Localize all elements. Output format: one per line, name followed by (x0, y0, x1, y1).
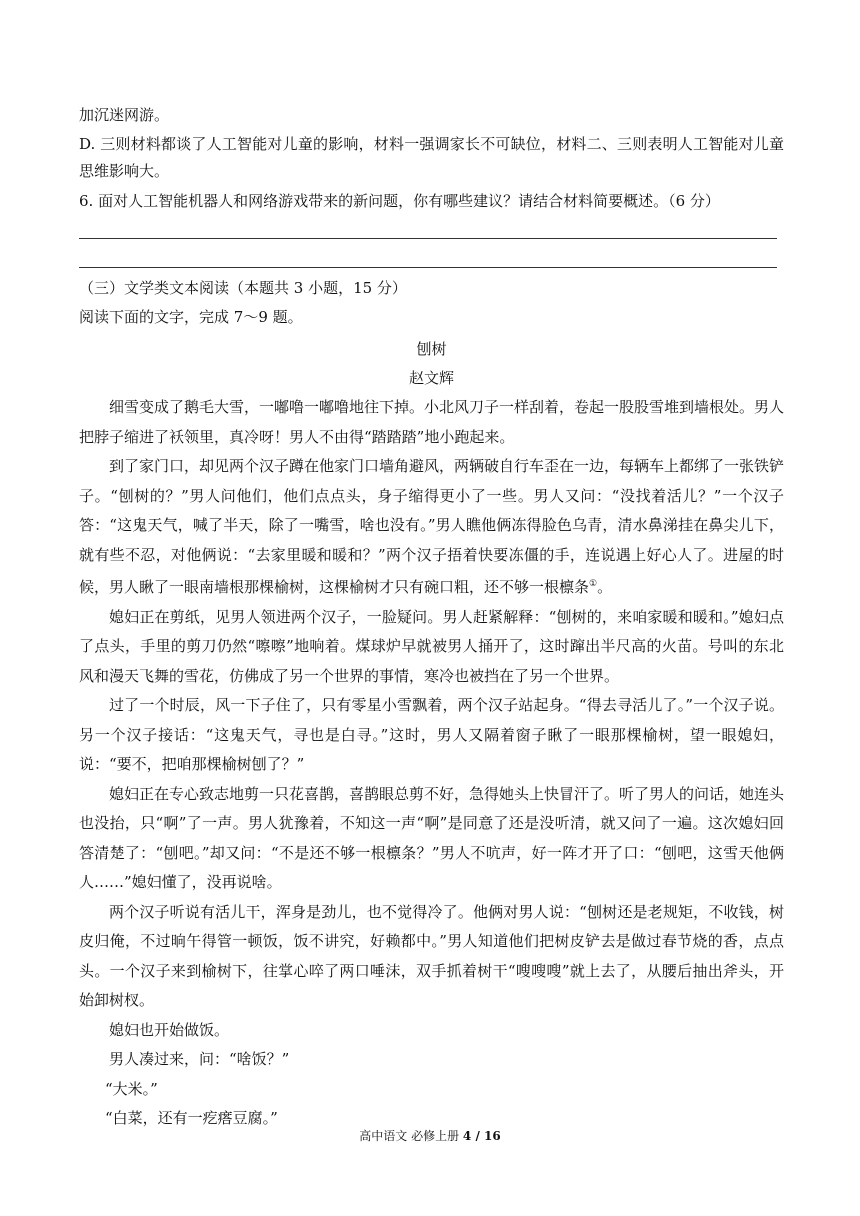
page-content (79, 102, 784, 1134)
page-footer (0, 1127, 860, 1144)
story-paragraph: 媳妇也开始做饭。 (109, 1020, 230, 1039)
dialogue-line: “大米。” (105, 1079, 158, 1098)
story-paragraph: 两个汉子听说有活儿干，浑身是劲儿，也不觉得冷了。他俩对男人说：“刨树还是老规矩，不收钱，树皮归俺，不过晌午得管一顿饭，饭不讲究，好赖都中。”男人知道他们把树皮铲去是做过春节烧的香，点点头。一个汉子来到榆树下，往掌心啐了两口唾沫，双手抓着树干“嗖嗖嗖”就上去了，从腰后抽出斧头，开始卸树杈。 (79, 902, 784, 1009)
question-5-option-d: D. 三则材料都谈了人工智能对儿童的影响，材料一强调家长不可缺位，材料二、三则表明人工智能对儿童思维影响大。 (79, 135, 784, 180)
story-author: 赵文辉 (408, 369, 454, 387)
reading-instruction: 阅读下面的文字，完成 7～9 题。 (79, 308, 303, 326)
page-number: 4 / 16 (462, 1129, 501, 1143)
story-paragraph: 男人凑过来，问：“啥饭？” (109, 1050, 290, 1068)
story-paragraph: 过了一个时辰，风一下子住了，只有零星小雪飘着，两个汉子站起身。“得去寻活儿了。”一个汉子说。另一个汉子接话：“这鬼天气，寻也是白寻。”这时，男人又隔着窗子瞅了一眼那棵榆树，望一眼媳妇，说：“要不，把咱那棵榆树刨了？” (79, 696, 784, 773)
story-title: 刨树 (416, 340, 447, 358)
story-paragraph: 细雪变成了鹅毛大雪，一嘟噜一嘟噜地往下掉。小北风刀子一样刮着，卷起一股股雪堆到墙根处。男人把脖子缩进了袄领里，真冷呀！男人不由得“踏踏踏”地小跑起来。 (79, 398, 785, 446)
story-paragraph: 到了家门口，却见两个汉子蹲在他家门口墙角避风，两辆破自行车歪在一边，每辆车上都绑了一张铁铲子。“刨树的？”男人问他们，他们点点头，身子缩得更小了一些。男人又问：“没找着活儿？”一个汉子答：“这鬼天气，喊了半天，除了一嘴雪，啥也没有。”男人瞧他俩冻得脸色乌青，清水鼻涕挂在鼻尖儿下，就有些不忍，对他俩说：“去家里暖和暖和？”两个汉子捂着快要冻僵的手，连说遇上好心人了。进屋的时候，男人瞅了一眼南墙根那棵榆树，这棵榆树才只有碗口粗，还不够一根檩条①。 (79, 457, 785, 596)
question-5-tail: 加沉迷网游。 (79, 106, 170, 124)
story-paragraph: 媳妇正在剪纸，见男人领进两个汉子，一脸疑问。男人赶紧解释：“刨树的，来咱家暖和暖和。”媳妇点了点头，手里的剪刀仍然“嚓嚓”地响着。煤球炉早就被男人捅开了，这时蹿出半尺高的火苗。号叫的东北风和漫天飞舞的雪花，仿佛成了另一个世界的事情，寒冷也被挡在了另一个世界。 (79, 607, 784, 685)
dialogue-line: “白菜，还有一疙瘩豆腐。” (105, 1109, 278, 1127)
story-paragraph: 媳妇正在专心致志地剪一只花喜鹊，喜鹊眼总剪不好，急得她头上快冒汗了。听了男人的问话，她连头也没抬，只“啊”了一声。男人犹豫着，不知这一声“啊”是同意了还是没听清，就又问了一遍。这次媳妇回答清楚了：“刨吧。”却又问：“不是还不够一根檩条？”男人不吭声，好一阵才开了口：“刨吧，这雪天他俩人……”媳妇懂了，没再说啥。 (79, 784, 785, 891)
answer-line-1[interactable] (79, 214, 777, 239)
question-6: 6. 面对人工智能机器人和网络游戏带来的新问题，你有哪些建议？请结合材料简要概述。（6 分） (79, 192, 720, 210)
footnote-marker[interactable]: ① (589, 579, 598, 589)
section-heading: （三）文学类文本阅读（本题共 3 小题，15 分） (79, 279, 407, 297)
answer-line-2[interactable] (79, 243, 777, 268)
footer-subject: 高中语文 必修上册 (359, 1129, 463, 1143)
